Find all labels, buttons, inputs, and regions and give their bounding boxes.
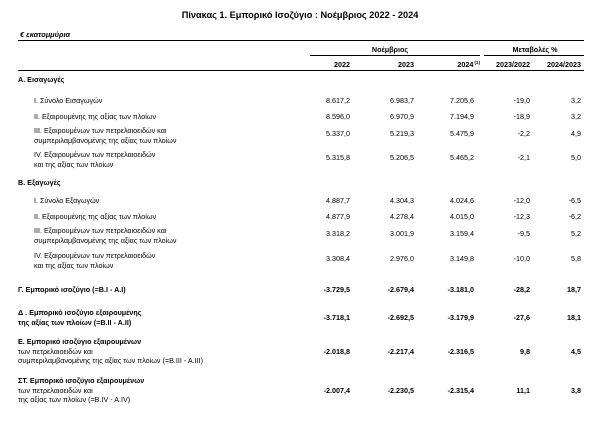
row-label: I. Σύνολο Εξαγωγών bbox=[34, 196, 100, 205]
cell-2022: 4.887,7 bbox=[326, 196, 350, 205]
cell-change-2024: -6,2 bbox=[568, 212, 581, 221]
row-label: II. Εξαιρουμένης της αξίας των πλοίων bbox=[34, 112, 157, 121]
cell-2023: -2.217,4 bbox=[387, 347, 414, 356]
row-label: και της αξίας των πλοίων bbox=[34, 260, 114, 270]
cell-2022: 5.315,8 bbox=[326, 153, 350, 162]
unit-label: € εκατομμύρια bbox=[20, 30, 71, 39]
row-label: Δ . Εμπορικό ισοζύγιο εξαιρουμένης bbox=[18, 308, 142, 317]
col-header-2024-note: (1) bbox=[474, 60, 480, 65]
cell-2022: 5.337,0 bbox=[326, 129, 350, 138]
cell-2022: -2.007,4 bbox=[323, 386, 350, 395]
row-label: της αξίας των πλοίων (=B.IV - A.IV) bbox=[18, 395, 131, 404]
cell-2022: 8.617,2 bbox=[326, 96, 350, 105]
group-rule-november bbox=[310, 55, 480, 56]
cell-change-2023: -27,6 bbox=[513, 313, 530, 322]
row-label: και της αξίας των πλοίων bbox=[34, 159, 114, 169]
row-label: ΣΤ. Εμπορικό ισοζύγιο εξαιρουμένων bbox=[18, 376, 145, 385]
cell-2023: 5.206,5 bbox=[390, 153, 414, 162]
row-label: συμπεριλαμβανομένης της αξίας των πλοίων (=B.III - A.III) bbox=[18, 356, 204, 365]
row-label: συμπεριλαμβανομένης της αξίας των πλοίων bbox=[34, 135, 177, 145]
col-header-2022: 2022 bbox=[334, 60, 350, 69]
cell-2024: -3.181,0 bbox=[447, 285, 474, 294]
cell-2022: 3.308,4 bbox=[326, 254, 350, 263]
cell-2022: -3.729,5 bbox=[323, 285, 350, 294]
cell-change-2023: -9,5 bbox=[517, 229, 530, 238]
cell-change-2024: 3,8 bbox=[571, 386, 581, 395]
row-label: III. Εξαιρουμένων των πετρελαιοειδών και bbox=[34, 226, 167, 235]
table-title: Πίνακας 1. Εμπορικό Ισοζύγιο : Νοέμβριος 2022 - 2024 bbox=[181, 10, 419, 20]
cell-change-2023: 9,8 bbox=[520, 347, 530, 356]
col-header-change-2024: 2024/2023 bbox=[547, 60, 581, 69]
cell-change-2024: 5,8 bbox=[571, 254, 581, 263]
cell-2024: -2.315,4 bbox=[447, 386, 474, 395]
cell-2024: -2.316,5 bbox=[447, 347, 474, 356]
row-label: των πετρελαιοειδών και bbox=[18, 346, 93, 356]
cell-2022: 4.877,9 bbox=[326, 212, 350, 221]
cell-change-2023: 11,1 bbox=[516, 386, 530, 395]
cell-2024: 5.465,2 bbox=[450, 153, 474, 162]
cell-change-2024: 3,2 bbox=[571, 112, 581, 121]
cell-2024: 7.205,6 bbox=[450, 96, 474, 105]
row-label: IV. Εξαιρουμένων των πετρελαιοειδών bbox=[34, 150, 156, 159]
cell-2024: -3.179,9 bbox=[447, 313, 474, 322]
cell-2022: -2.018,8 bbox=[323, 347, 350, 356]
cell-change-2023: -12,3 bbox=[513, 212, 530, 221]
cell-change-2023: -19,0 bbox=[513, 96, 530, 105]
header-rule bbox=[18, 70, 584, 71]
row-label: της αξίας των πλοίων (=B.II - A.II) bbox=[18, 317, 132, 327]
row-label: I. Σύνολο Εισαγωγών bbox=[34, 96, 103, 105]
cell-2024: 3.159,4 bbox=[450, 229, 474, 238]
section-exports-label: Β. Εξαγωγές bbox=[18, 178, 61, 187]
cell-2024: 5.475,9 bbox=[450, 129, 474, 138]
cell-2022: 3.318,2 bbox=[326, 229, 350, 238]
cell-change-2024: 18,1 bbox=[567, 313, 581, 322]
cell-change-2023: -2,2 bbox=[517, 129, 530, 138]
row-label: II. Εξαιρουμένης της αξίας των πλοίων bbox=[34, 212, 157, 221]
cell-2023: -2.692,5 bbox=[387, 313, 414, 322]
cell-2024: 3.149,8 bbox=[450, 254, 474, 263]
cell-2023: 5.219,3 bbox=[390, 129, 414, 138]
cell-2023: 6.983,7 bbox=[390, 96, 414, 105]
cell-2023: 2.976,0 bbox=[390, 254, 414, 263]
row-label: IV. Εξαιρουμένων των πετρελαιοειδών bbox=[34, 251, 156, 260]
group-header-november: Νοέμβριος bbox=[371, 45, 409, 54]
cell-change-2023: -18,9 bbox=[513, 112, 530, 121]
cell-change-2024: 5,0 bbox=[571, 153, 581, 162]
cell-2023: -2.230,5 bbox=[387, 386, 414, 395]
cell-change-2023: -2,1 bbox=[517, 153, 530, 162]
cell-2023: 4.278,4 bbox=[390, 212, 414, 221]
row-label: Γ. Εμπορικό ισοζύγιο (=B.I - A.I) bbox=[18, 285, 126, 294]
cell-2023: 6.970,9 bbox=[390, 112, 414, 121]
col-header-change-2023: 2023/2022 bbox=[496, 60, 530, 69]
cell-2023: -2.679,4 bbox=[387, 285, 414, 294]
col-header-2023: 2023 bbox=[398, 60, 414, 69]
cell-2022: 8.596,0 bbox=[326, 112, 350, 121]
col-header-2024 bbox=[457, 60, 480, 69]
cell-2023: 3.001,9 bbox=[390, 229, 414, 238]
row-label: Ε. Εμπορικό ισοζύγιο εξαιρουμένων bbox=[18, 337, 142, 346]
cell-2023: 4.304,3 bbox=[390, 196, 414, 205]
row-label: III. Εξαιρουμένων των πετρελαιοειδών και bbox=[34, 126, 167, 135]
cell-change-2024: -6,5 bbox=[568, 196, 581, 205]
cell-2024: 4.015,0 bbox=[450, 212, 474, 221]
cell-change-2024: 4,9 bbox=[571, 129, 581, 138]
top-rule bbox=[18, 40, 584, 41]
row-label: συμπεριλαμβανομένης της αξίας των πλοίων bbox=[34, 235, 177, 245]
cell-change-2023: -28,2 bbox=[513, 285, 530, 294]
cell-change-2024: 3,2 bbox=[571, 96, 581, 105]
col-header-2024-label: 2024 bbox=[457, 60, 474, 69]
cell-change-2024: 4,5 bbox=[571, 347, 581, 356]
group-rule-changes bbox=[484, 55, 584, 56]
cell-2022: -3.718,1 bbox=[323, 313, 350, 322]
cell-change-2024: 5,2 bbox=[571, 229, 581, 238]
section-imports-label: Α. Εισαγωγές bbox=[18, 75, 65, 84]
cell-change-2023: -10,0 bbox=[513, 254, 530, 263]
cell-change-2024: 18,7 bbox=[567, 285, 581, 294]
group-header-changes: Μεταβολές % bbox=[512, 45, 558, 54]
cell-2024: 7.194,9 bbox=[450, 112, 474, 121]
row-label: των πετρελαιοειδών και bbox=[18, 385, 93, 395]
cell-2024: 4.024,6 bbox=[450, 196, 474, 205]
cell-change-2023: -12,0 bbox=[513, 196, 530, 205]
